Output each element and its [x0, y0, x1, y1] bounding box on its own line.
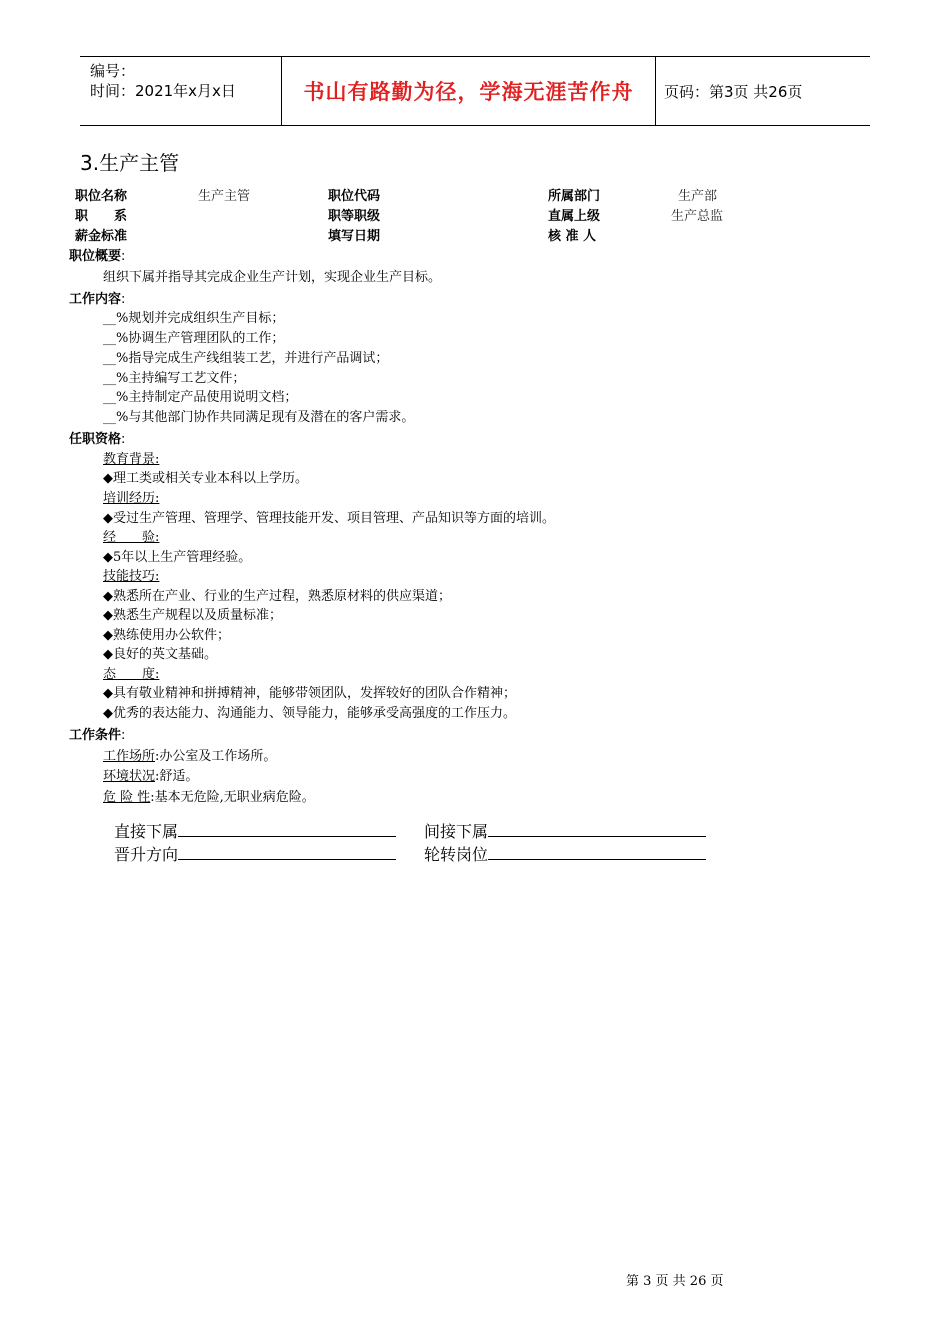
promotion-path [114, 842, 396, 865]
summary-text: 组织下属并指导其完成企业生产计划，实现企业生产目标。 [103, 270, 442, 285]
header-page-label: 页码：第3页 共26页 [664, 83, 803, 101]
training-label: 培训经历: [103, 491, 160, 506]
header-motto: 书山有路勤为径，学海无涯苦作舟 [281, 57, 656, 125]
skill-item: ◆熟练使用办公软件； [103, 628, 230, 643]
document-time-label: 时间：2021年x月x日 [90, 82, 236, 100]
condition-place [103, 745, 276, 764]
condition-risk-value: :基本无危险,无职业病危险。 [150, 790, 315, 805]
condition-risk-label: 危 险 性 [103, 790, 151, 805]
attitude-item: ◆优秀的表达能力、沟通能力、领导能力，能够承受高强度的工作压力。 [103, 706, 516, 721]
duty-item: __%指导完成生产线组装工艺，并进行产品调试； [103, 351, 389, 366]
section-duties-heading: 工作内容 [69, 292, 122, 307]
direct-subordinates-label: 直接下属 [114, 822, 179, 841]
condition-environment [103, 765, 198, 784]
info-label-position-code: 职位代码 [328, 189, 381, 204]
condition-environment-label: 环境状况 [103, 769, 156, 784]
info-label-position-name: 职位名称 [75, 189, 128, 204]
info-label-department: 所属部门 [548, 189, 601, 204]
duty-item: __%主持编写工艺文件； [103, 371, 246, 386]
rotation-position [424, 842, 706, 865]
rotation-position-blank [488, 845, 706, 860]
section-conditions: 工作条件: [69, 728, 126, 743]
info-label-supervisor: 直属上级 [548, 209, 601, 224]
experience-label: 经 验: [103, 530, 160, 545]
duty-item: __%规划并完成组织生产目标； [103, 311, 285, 326]
section-qualifications: 任职资格: [69, 432, 126, 447]
attitude-label: 态 度: [103, 667, 160, 682]
skill-item: ◆熟悉所在产业、行业的生产过程，熟悉原材料的供应渠道； [103, 589, 451, 604]
page-footer: 第 3 页 共 26 页 [626, 1274, 724, 1289]
info-label-approver: 核 准 人 [548, 229, 597, 244]
indirect-subordinates-label: 间接下属 [424, 822, 489, 841]
section-conditions-heading: 工作条件 [69, 728, 122, 743]
indirect-subordinates [424, 819, 706, 842]
experience-text: ◆5年以上生产管理经验。 [103, 550, 252, 565]
condition-place-value: :办公室及工作场所。 [155, 749, 277, 764]
promotion-path-blank [178, 845, 396, 860]
section-summary-heading: 职位概要 [69, 249, 122, 264]
info-label-fill-date: 填写日期 [328, 229, 381, 244]
duty-item: __%协调生产管理团队的工作； [103, 331, 285, 346]
condition-risk [103, 786, 315, 805]
section-qualifications-heading: 任职资格 [69, 432, 122, 447]
info-label-grade: 职等职级 [328, 209, 381, 224]
promotion-path-label: 晋升方向 [114, 845, 179, 864]
education-text: ◆理工类或相关专业本科以上学历。 [103, 471, 308, 486]
rotation-position-label: 轮转岗位 [424, 845, 489, 864]
info-label-salary: 薪金标准 [75, 229, 128, 244]
skill-item: ◆良好的英文基础。 [103, 647, 217, 662]
direct-subordinates-blank [178, 822, 396, 837]
skills-label: 技能技巧: [103, 569, 160, 584]
skill-item: ◆熟悉生产规程以及质量标准； [103, 608, 282, 623]
attitude-item: ◆具有敬业精神和拼搏精神，能够带领团队，发挥较好的团队合作精神； [103, 686, 516, 701]
duty-item: __%主持制定产品使用说明文档； [103, 390, 298, 405]
info-value-supervisor: 生产总监 [671, 209, 724, 224]
info-value-position-name: 生产主管 [198, 189, 251, 204]
training-text: ◆受过生产管理、管理学、管理技能开发、项目管理、产品知识等方面的培训。 [103, 511, 555, 526]
condition-place-label: 工作场所 [103, 749, 156, 764]
duty-item: __%与其他部门协作共同满足现有及潜在的客户需求。 [103, 410, 415, 425]
info-label-job-family: 职 系 [75, 209, 128, 224]
direct-subordinates [114, 819, 396, 842]
section-summary: 职位概要: [69, 249, 126, 264]
document-number-label: 编号： [90, 62, 136, 80]
header-left [90, 61, 236, 101]
info-value-department: 生产部 [678, 189, 718, 204]
education-label: 教育背景: [103, 452, 160, 467]
page-title: 3.生产主管 [80, 151, 180, 175]
indirect-subordinates-blank [488, 822, 706, 837]
condition-environment-value: :舒适。 [155, 769, 199, 784]
section-duties: 工作内容: [69, 292, 126, 307]
document-header [80, 56, 870, 126]
